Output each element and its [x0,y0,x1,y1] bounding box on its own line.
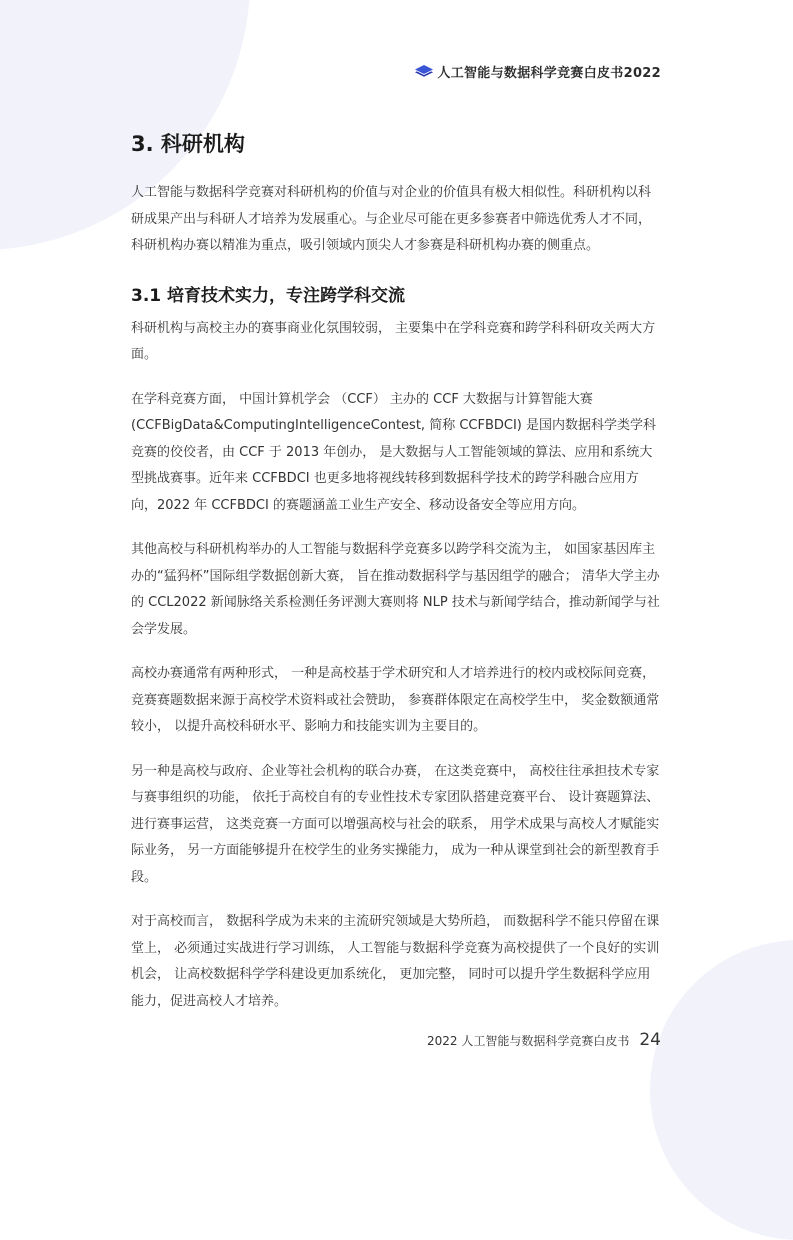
layers-icon [415,65,433,79]
paragraph: 对于高校而言， 数据科学成为未来的主流研究领域是大势所趋， 而数据科学不能只停留在课堂上， 必须通过实战进行学习训练， 人工智能与数据科学竞赛为高校提供了一个良好的实训机会， 让高校数据科学学科建设更加系统化， 更加完整， 同时可以提升学生数据科学应用能力，促进高校人才培养。 [131,914,660,1009]
page-number: 24 [639,1030,661,1050]
section-heading: 3. 科研机构 [131,132,245,156]
page-footer [427,1030,661,1050]
paragraph: 高校办赛通常有两种形式， 一种是高校基于学术研究和人才培养进行的校内或校际间竞赛， 竞赛赛题数据来源于高校学术资料或社会赞助， 参赛群体限定在高校学生中， 奖金数额通常较小， 以提升高校科研水平、影响力和技能实训为主要目的。 [131,666,660,734]
paragraph: 其他高校与科研机构举办的人工智能与数据科学竞赛多以跨学科交流为主， 如国家基因库主办的“猛犸杯”国际组学数据创新大赛， 旨在推动数据科学与基因组学的融合； 清华大学主办的 CCL2022 新闻脉络关系检测任务评测大赛则将 NLP 技术与新闻学结合，推动新闻学与社会学发展。 [131,542,660,637]
paragraph: 另一种是高校与政府、企业等社会机构的联合办赛， 在这类竞赛中， 高校往往承担技术专家与赛事组织的功能， 依托于高校自有的专业性技术专家团队搭建竞赛平台、 设计赛题算法、进行赛事运营， 这类竞赛一方面可以增强高校与社会的联系， 用学术成果与高校人才赋能实际业务， 另一方面能够提升在校学生的业务实操能力， 成为一种从课堂到社会的新型教育手段。 [131,763,660,885]
subsection-heading: 3.1 培育技术实力，专注跨学科交流 [131,285,406,306]
paragraph: 在学科竞赛方面， 中国计算机学会 （CCF） 主办的 CCF 大数据与计算智能大赛 (CCFBigData&ComputingIntelligenceContest, 简称 CCFBDCI) 是国内数据科学类学科竞赛的佼佼者，由 CCF 于 2013 年创办， 是大数据与人工智能领域的算法、应用和系统大型挑战赛事。近年来 CCFBDCI 也更多地将视线转移到数据科学技术的跨学科融合应用方向，2022 年 CCFBDCI 的赛题涵盖工业生产安全、移动设备安全等应用方向。 [131,391,656,513]
background-circle-bottom-right [650,940,793,1240]
section-intro: 人工智能与数据科学竞赛对科研机构的价值与对企业的价值具有极大相似性。科研机构以科研成果产出与科研人才培养为发展重心。与企业尽可能在更多参赛者中筛选优秀人才不同，科研机构办赛以精准为重点，吸引领域内顶尖人才参赛是科研机构办赛的侧重点。 [131,185,652,253]
running-header [415,62,661,81]
main-content [131,128,661,1033]
header-title: 人工智能与数据科学竞赛白皮书2022 [437,66,661,81]
footer-title: 2022 人工智能与数据科学竞赛白皮书 [427,1034,630,1048]
paragraph: 科研机构与高校主办的赛事商业化氛围较弱， 主要集中在学科竞赛和跨学科科研攻关两大方面。 [131,320,656,362]
